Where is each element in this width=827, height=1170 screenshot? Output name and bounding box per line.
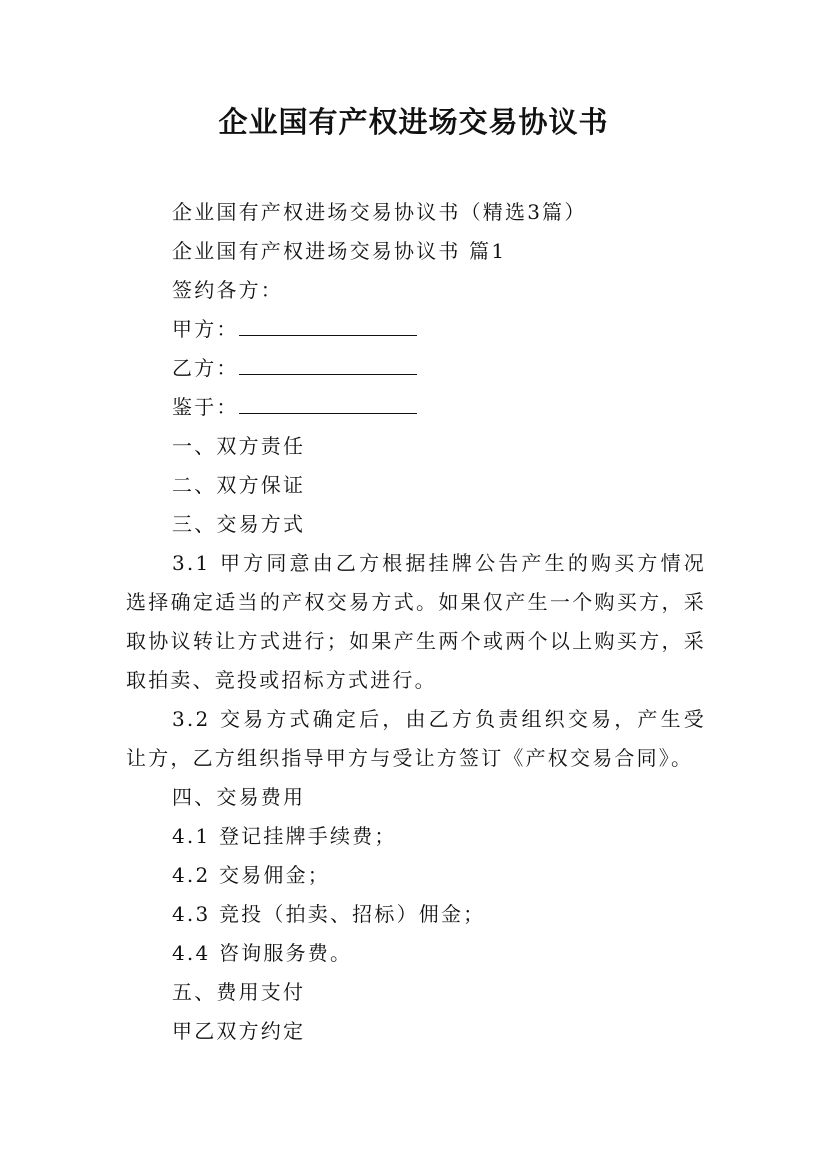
section-heading-1: 一、双方责任	[172, 434, 306, 458]
party-b-label: 乙方：	[172, 356, 239, 380]
list-item-4-1: 4.1 登记挂牌手续费；	[172, 824, 397, 848]
signing-parties-line: 签约各方：	[172, 278, 283, 302]
party-a-line	[126, 310, 706, 349]
section-heading-4: 四、交易费用	[172, 785, 306, 809]
paragraph-3-1: 3.1 甲方同意由乙方根据挂牌公告产生的购买方情况选择确定适当的产权交易方式。如果仅产生一个购买方，采取协议转让方式进行；如果产生两个或两个以上购买方，采取拍卖、竞投或招标方式进行。	[126, 551, 706, 692]
subtitle-line: 企业国有产权进场交易协议书（精选3篇）	[172, 200, 587, 224]
list-item-4-2: 4.2 交易佣金；	[172, 863, 330, 887]
document-body	[126, 193, 706, 1051]
paragraph-3-2: 3.2 交易方式确定后，由乙方负责组织交易，产生受让方，乙方组织指导甲方与受让方签订《产权交易合同》。	[126, 707, 706, 770]
section-heading-3: 三、交易方式	[172, 512, 306, 536]
party-b-line	[126, 349, 706, 388]
party-a-blank	[239, 317, 417, 336]
section-heading-5: 五、费用支付	[172, 980, 306, 1004]
witness-label: 鉴于：	[172, 395, 239, 419]
witness-line	[126, 388, 706, 427]
section-heading-2: 二、双方保证	[172, 473, 306, 497]
document-title: 企业国有产权进场交易协议书	[218, 105, 609, 139]
party-b-blank	[239, 356, 417, 375]
witness-blank	[239, 395, 417, 414]
party-a-label: 甲方：	[172, 317, 239, 341]
final-line: 甲乙双方约定	[172, 1019, 306, 1043]
list-item-4-4: 4.4 咨询服务费。	[172, 941, 353, 965]
chapter-heading: 企业国有产权进场交易协议书 篇1	[172, 239, 507, 263]
list-item-4-3: 4.3 竞投（拍卖、招标）佣金；	[172, 902, 486, 926]
